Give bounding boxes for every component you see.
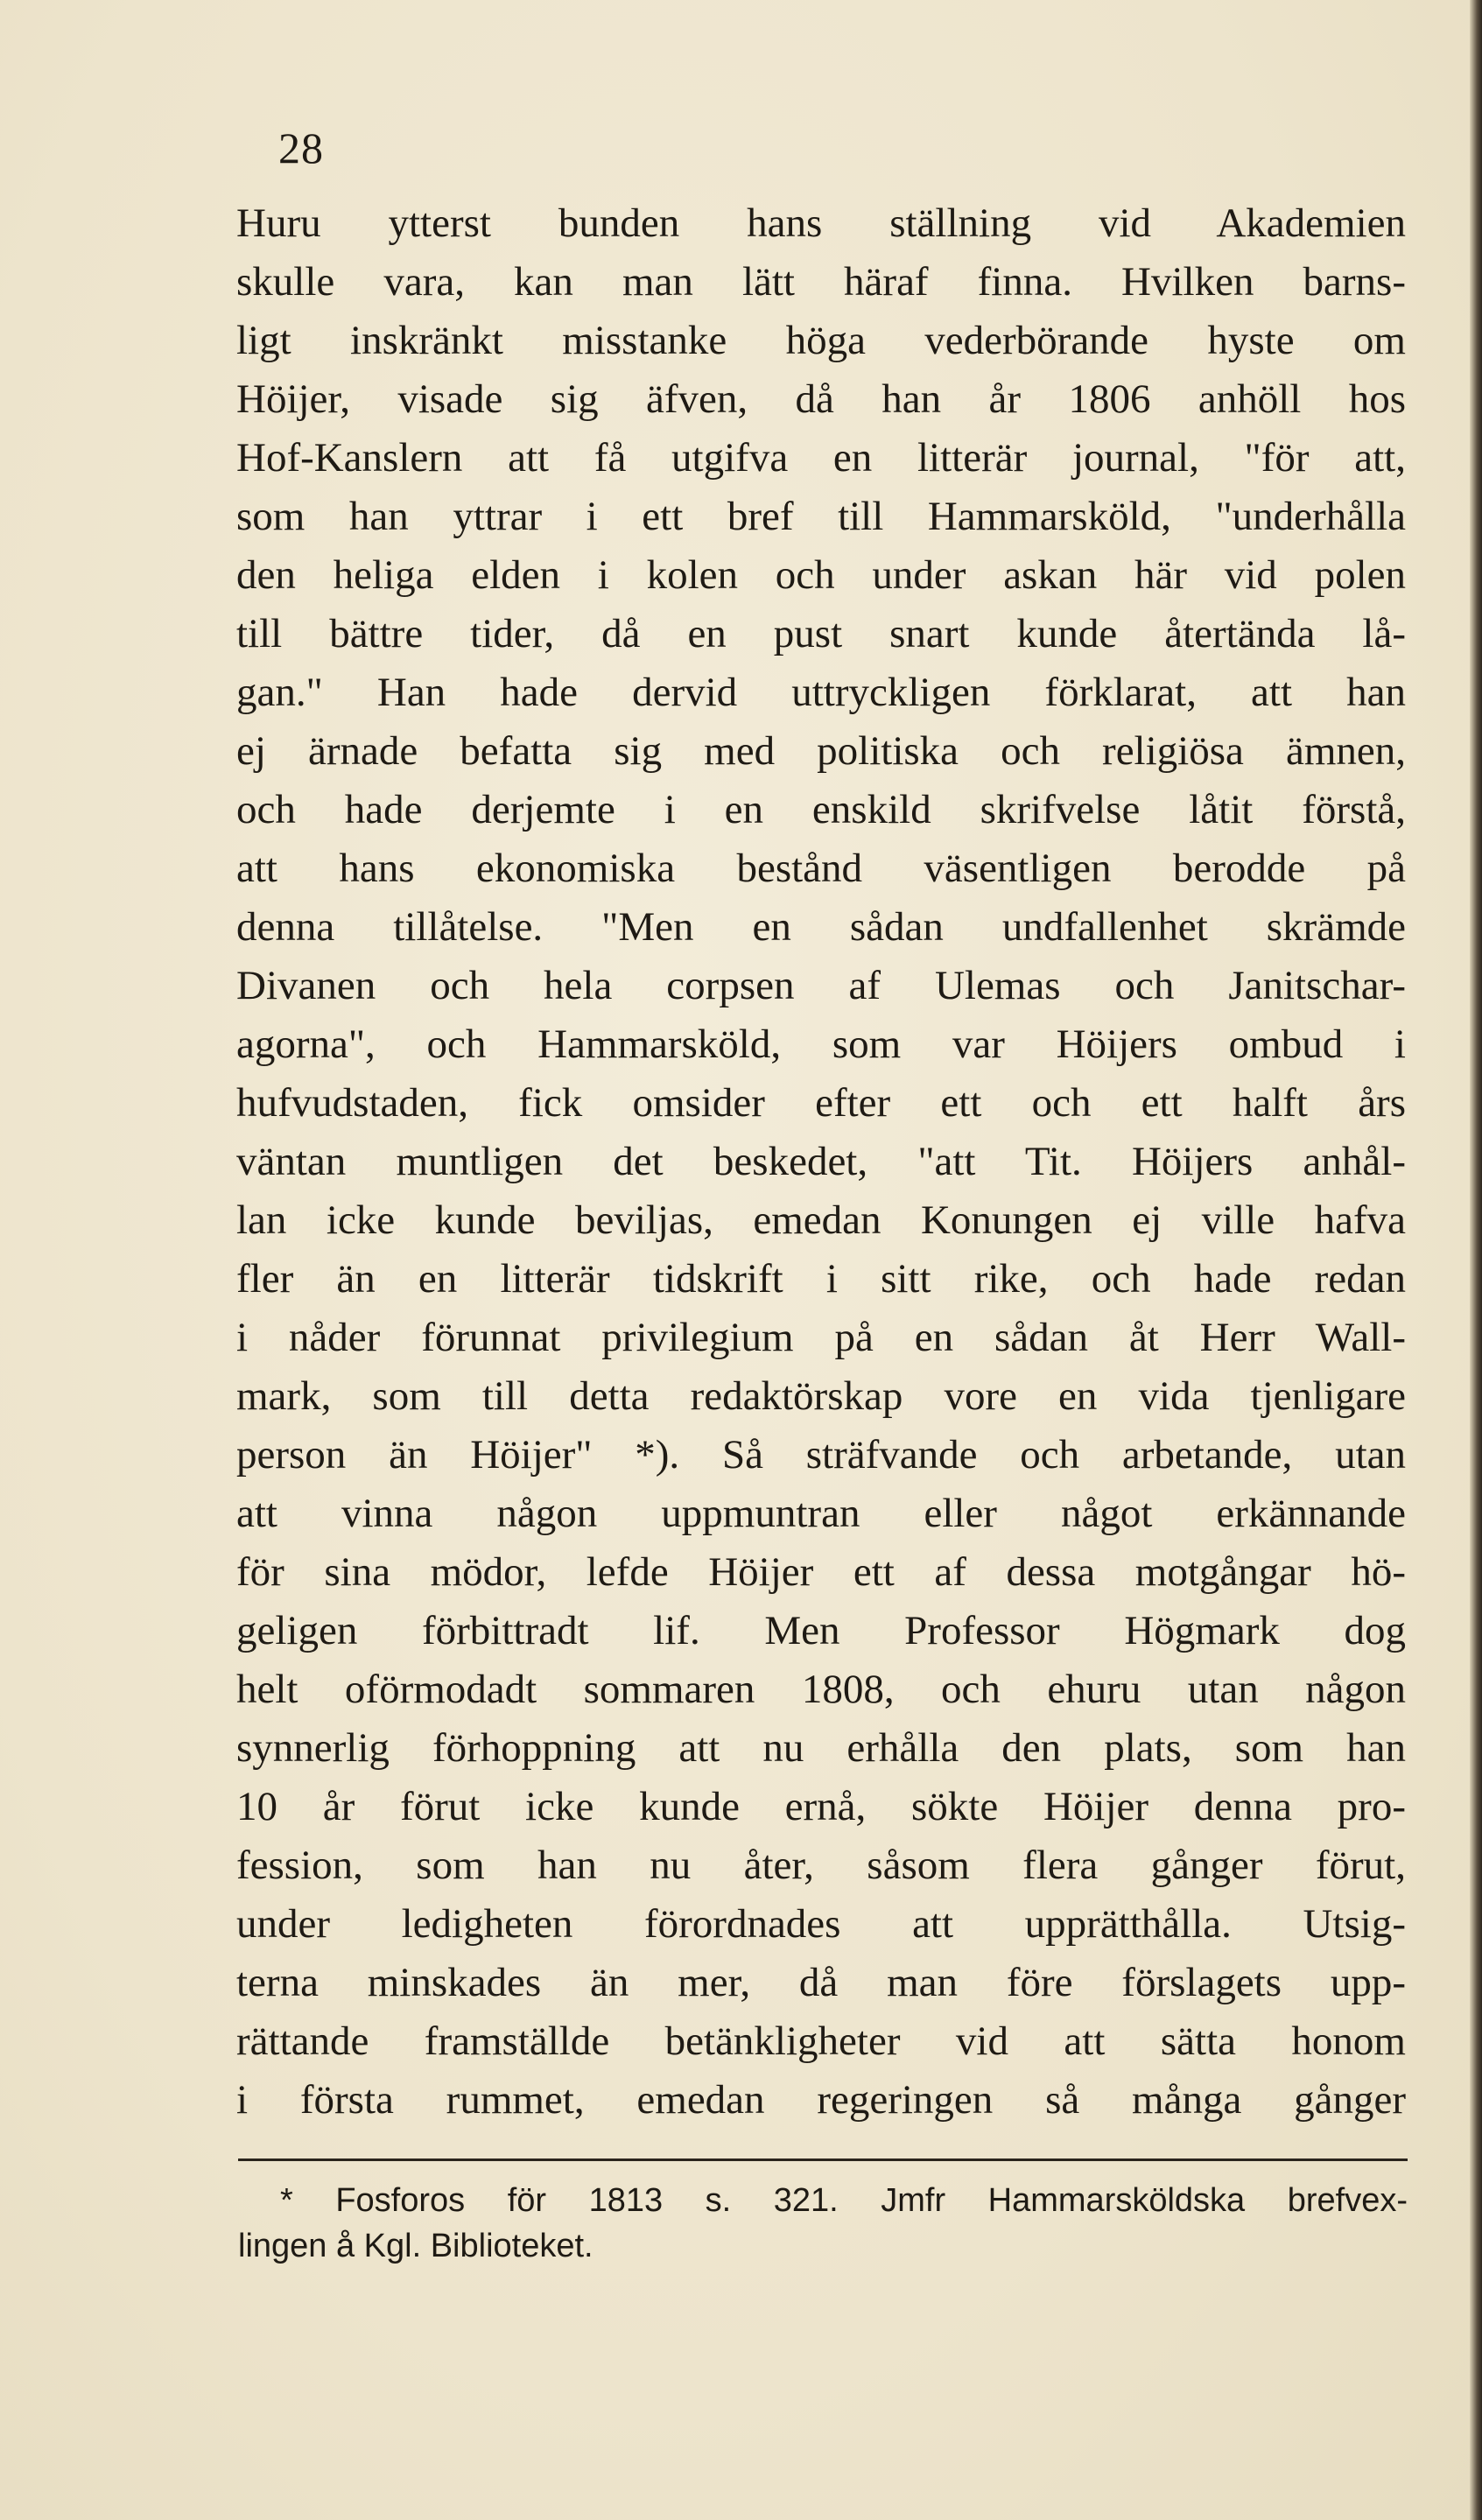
- footnote-line: * Fosforos för 1813 s. 321. Jmfr Hammarsköldska brefvex-: [280, 2182, 1408, 2219]
- text-line: under ledigheten förordnades att upprätthålla. Utsig-: [236, 1901, 1406, 1947]
- text-line: skulle vara, kan man lätt häraf finna. Hvilken barns-: [236, 259, 1406, 305]
- text-line: den heliga elden i kolen och under askan här vid polen: [236, 552, 1406, 598]
- text-line: 10 år förut icke kunde ernå, sökte Höijer denna pro-: [236, 1784, 1406, 1829]
- text-line: denna tillåtelse. "Men en sådan undfallenhet skrämde: [236, 904, 1406, 950]
- text-line: att hans ekonomiska bestånd väsentligen berodde på: [236, 846, 1406, 891]
- body-text: [236, 194, 1406, 2130]
- text-line: för sina mödor, lefde Höijer ett af dessa motgångar hö-: [236, 1549, 1406, 1595]
- footnote-rule: [238, 2158, 1408, 2161]
- page-number: 28: [278, 123, 324, 172]
- text-line: fession, som han nu åter, såsom flera gånger förut,: [236, 1843, 1406, 1888]
- text-line: ej ärnade befatta sig med politiska och religiösa ämnen,: [236, 728, 1406, 774]
- text-line: Höijer, visade sig äfven, då han år 1806 anhöll hos: [236, 376, 1406, 422]
- text-line: till bättre tider, då en pust snart kunde återtända lå-: [236, 611, 1406, 656]
- text-line: Huru ytterst bunden hans ställning vid Akademien: [236, 200, 1406, 246]
- text-line: Hof-Kanslern att få utgifva en litterär journal, "för att,: [236, 435, 1406, 481]
- text-line: fler än en litterär tidskrift i sitt rike, och hade redan: [236, 1256, 1406, 1302]
- page-edge-shadow: [1470, 0, 1482, 2520]
- text-line: att vinna någon uppmuntran eller något erkännande: [236, 1491, 1406, 1536]
- text-line: rättande framställde betänkligheter vid att sätta honom: [236, 2018, 1406, 2064]
- text-line: i nåder förunnat privilegium på en sådan åt Herr Wall-: [236, 1315, 1406, 1360]
- text-line: person än Höijer" *). Så sträfvande och arbetande, utan: [236, 1432, 1406, 1478]
- footnote-line: lingen å Kgl. Biblioteket.: [238, 2228, 594, 2264]
- text-line: synnerlig förhoppning att nu erhålla den plats, som han: [236, 1725, 1406, 1771]
- text-line: väntan muntligen det beskedet, "att Tit. Höijers anhål-: [236, 1139, 1406, 1184]
- text-line: helt oförmodadt sommaren 1808, och ehuru utan någon: [236, 1667, 1406, 1712]
- text-line: som han yttrar i ett bref till Hammarsköld, "underhålla: [236, 494, 1406, 539]
- text-line: i första rummet, emedan regeringen så många gånger: [236, 2077, 1406, 2123]
- footnote: [238, 2178, 1408, 2269]
- text-line: agorna", och Hammarsköld, som var Höijers ombud i: [236, 1021, 1406, 1067]
- text-line: hufvudstaden, fick omsider efter ett och ett halft års: [236, 1080, 1406, 1126]
- text-line: mark, som till detta redaktörskap vore en vida tjenligare: [236, 1373, 1406, 1419]
- text-line: geligen förbittradt lif. Men Professor Högmark dog: [236, 1608, 1406, 1653]
- text-line: ligt inskränkt misstanke höga vederbörande hyste om: [236, 318, 1406, 363]
- text-line: lan icke kunde beviljas, emedan Konungen ej ville hafva: [236, 1197, 1406, 1243]
- text-line: och hade derjemte i en enskild skrifvelse låtit förstå,: [236, 787, 1406, 832]
- text-line: gan." Han hade dervid uttryckligen förklarat, att han: [236, 670, 1406, 715]
- text-line: Divanen och hela corpsen af Ulemas och Janitschar-: [236, 963, 1406, 1008]
- text-line: terna minskades än mer, då man före förslagets upp-: [236, 1960, 1406, 2005]
